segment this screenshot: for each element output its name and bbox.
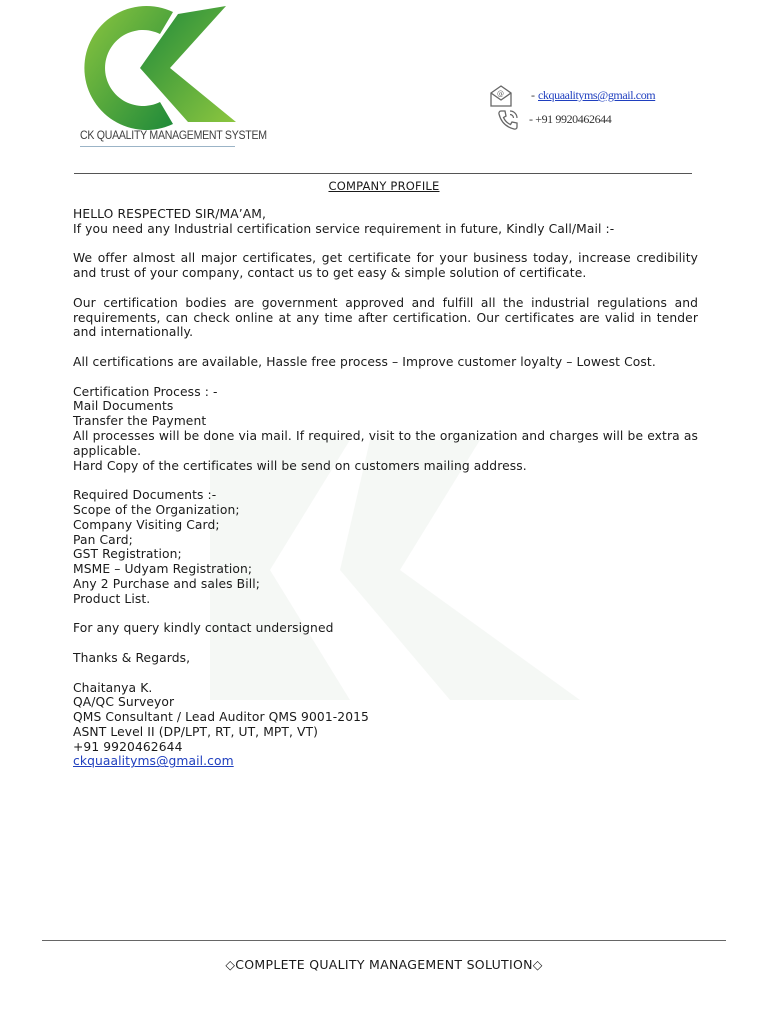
contact-email-row [488,84,655,108]
document-item: Pan Card; [73,532,133,547]
email-icon [488,84,514,108]
intro-line: If you need any Industrial certification service requirement in future, Kindly Call/Mail :- [73,221,615,236]
regards-line: Thanks & Regards, [73,650,191,665]
document-item: Product List. [73,591,151,606]
document-item: Scope of the Organization; [73,502,240,517]
footer-divider [42,940,726,941]
logo-underline [80,146,235,147]
query-line: For any query kindly contact undersigned [73,621,334,636]
contact-phone-row [496,108,611,132]
documents-heading: Required Documents :- [73,488,217,503]
footer-tagline: ◇COMPLETE QUALITY MANAGEMENT SOLUTION◇ [225,957,543,972]
greeting-line: HELLO RESPECTED SIR/MA’AM, [73,207,266,221]
signature-name: Chaitanya K. [73,680,153,695]
signature-role: QA/QC Surveyor [73,695,175,710]
svg-text:@: @ [497,90,504,98]
letter-body [73,207,698,784]
document-item: MSME – Udyam Registration; [73,562,253,577]
certification-bodies-paragraph: Our certification bodies are government approved and fulfill all the industrial regulations and requirements, can check online at any time after certification. Our certificates are valid in tender and internationally. [73,295,698,340]
header-phone: - +91 9920462644 [529,111,612,126]
signature-email-link[interactable]: ckquaalityms@gmail.com [73,754,234,769]
company-name-logo-text: CK QUAALITY MANAGEMENT SYSTEM [80,128,267,142]
page-title: COMPANY PROFILE [328,179,440,193]
signature-consultant: QMS Consultant / Lead Auditor QMS 9001-2015 [73,710,369,725]
process-step: Hard Copy of the certificates will be send on customers mailing address. [73,458,527,473]
process-heading: Certification Process : - [73,384,218,399]
email-dash: - [531,87,538,102]
availability-paragraph: All certifications are available, Hassle free process – Improve customer loyalty – Lowest Cost. [73,354,656,369]
process-step: Mail Documents [73,399,174,414]
offer-paragraph: We offer almost all major certificates, get certificate for your business today, increase credibility and trust of your company, contact us to get easy & simple solution of certificate. [73,251,698,281]
signature-phone: +91 9920462644 [73,739,183,754]
signature-asnt: ASNT Level II (DP/LPT, RT, UT, MPT, VT) [73,724,319,739]
header-email-link[interactable]: ckquaalityms@gmail.com [538,87,656,102]
process-step: Transfer the Payment [73,414,207,429]
process-step: All processes will be done via mail. If required, visit to the organization and charges will be extra as applicable. [73,428,698,458]
document-item: Any 2 Purchase and sales Bill; [73,576,260,591]
document-item: GST Registration; [73,547,182,562]
phone-icon [496,108,520,132]
header-divider [74,173,692,174]
document-item: Company Visiting Card; [73,517,220,532]
